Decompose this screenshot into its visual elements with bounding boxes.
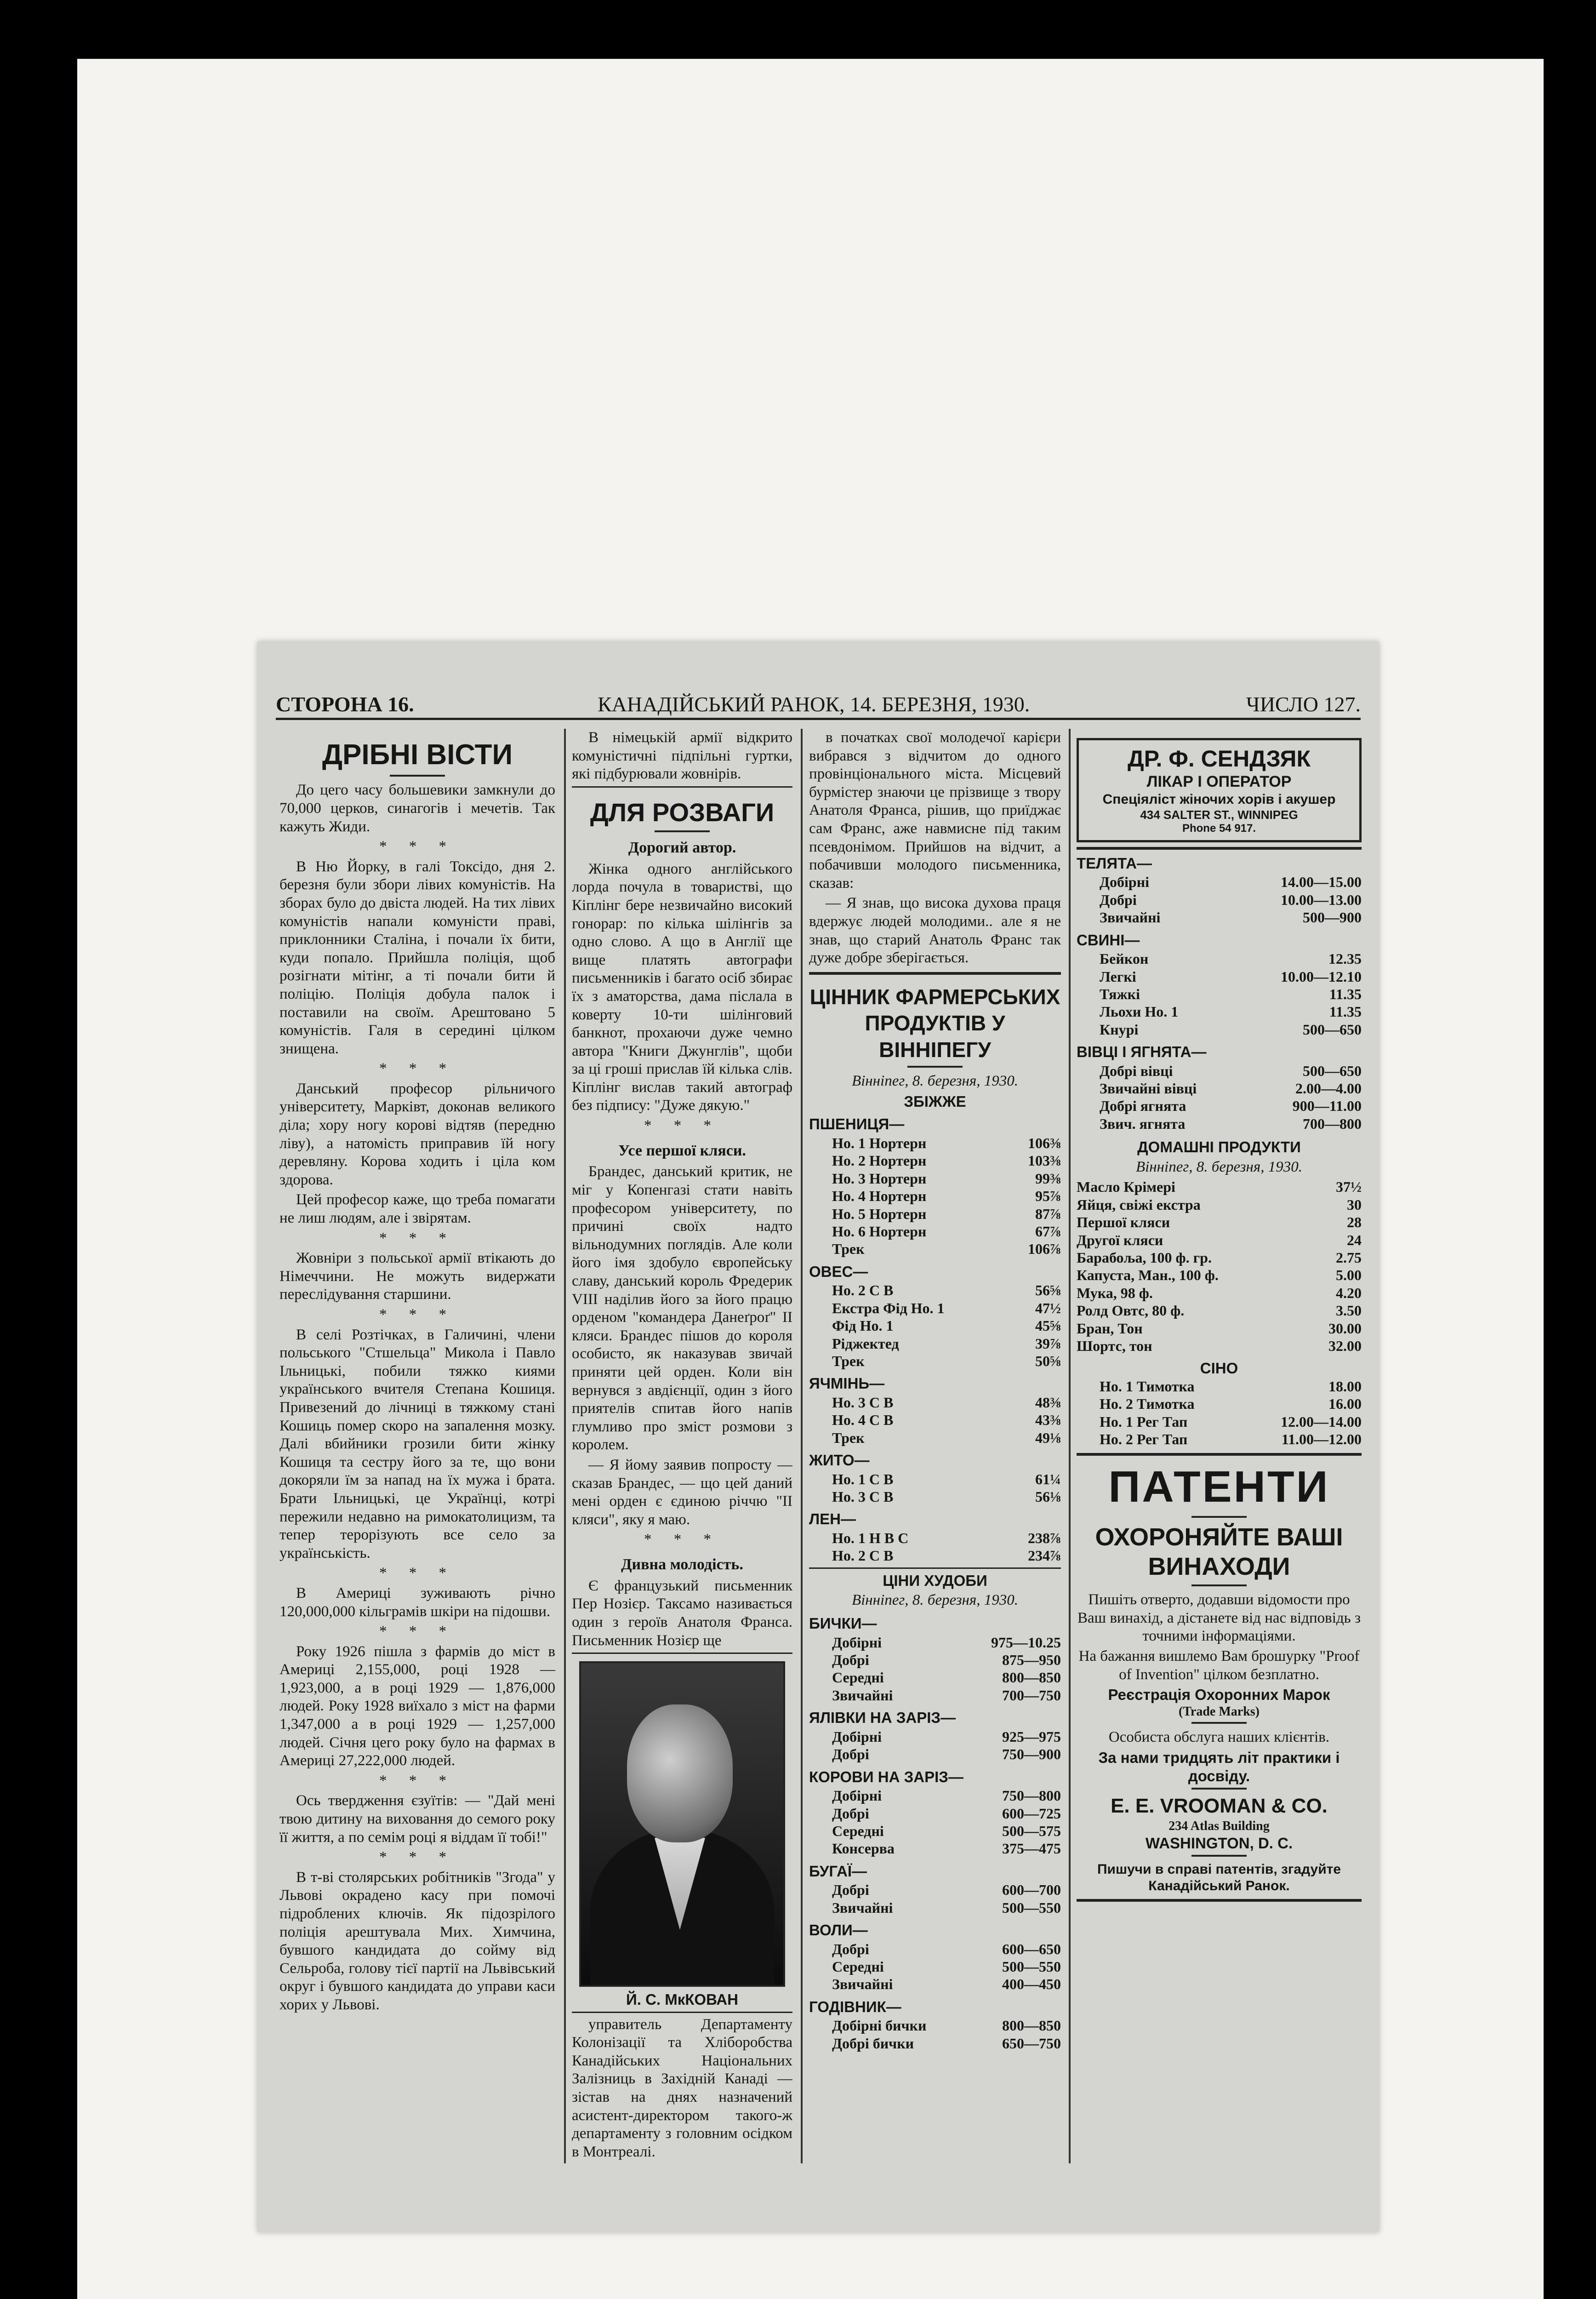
price-row: [809, 2017, 1061, 2034]
separator: * * *: [379, 1772, 456, 1789]
price-label: Добрі: [832, 1940, 869, 1957]
rule: [572, 786, 792, 788]
price-value: 750—800: [1002, 1787, 1061, 1804]
price-label: Другої кляси: [1077, 1231, 1163, 1248]
price-value: 400—450: [1002, 1976, 1061, 1993]
patent-text: Особиста обслуга наших клієнтів.: [1108, 1729, 1330, 1746]
price-section-title: БУГАЇ—: [809, 1862, 867, 1880]
price-label: Кнурі: [1100, 1021, 1139, 1038]
heading-rule: [1191, 1855, 1247, 1857]
price-label: Консерва: [832, 1840, 895, 1857]
story-text: Брандес, данський критик, не міг у Копенгазі стати навіть професором університету, по причині своїх надто вільнодумних поглядів. Але коли його імя здобуло європейську славу, данський король Фредерик VIII наділив його за його працю орденом "командера Данеґроґ" II кляси. Брандес пішов до короля особисто, як наказував звичай приняти цей орден. Коли він вернувся з авдієнції, один з його приятелів спитав його напів глумливо про зміст розмови з королем.: [572, 1163, 792, 1453]
separator: * * *: [379, 1060, 456, 1077]
price-value: 975—10.25: [991, 1634, 1061, 1651]
price-section-title: ЯЧМІНЬ—: [809, 1375, 885, 1392]
entertainment-heading: ДЛЯ РОЗВАГИ: [590, 797, 775, 827]
price-label: Середні: [832, 1958, 884, 1975]
price-row: [809, 1669, 1061, 1686]
price-value: 800—850: [1002, 1669, 1061, 1686]
column-rule: [801, 729, 803, 2163]
heading-rule: [1191, 1584, 1247, 1586]
price-label: Но. 2 Рег Тап: [1100, 1431, 1188, 1448]
news-item: Ось твердження єзуїтів: — "Дай мені твою дитину на виховання до семого року її життя, а по семім році я віддам її тобі!": [279, 1792, 555, 1846]
price-row: [809, 1745, 1061, 1763]
price-row: [1077, 1413, 1362, 1430]
price-section-title: ВІВЦІ І ЯГНЯТА—: [1077, 1043, 1207, 1061]
separator: * * *: [644, 1117, 720, 1134]
rule: [809, 972, 1061, 975]
price-label: Но. 2 С В: [832, 1547, 894, 1564]
price-row: [809, 1529, 1061, 1547]
price-label: Шортс, тон: [1077, 1337, 1152, 1354]
price-label: Ролд Овтс, 80 ф.: [1077, 1302, 1185, 1319]
price-label: Но. 4 Нортерн: [832, 1188, 927, 1205]
price-section-title: ТЕЛЯТА—: [1077, 854, 1152, 872]
price-value: 700—750: [1002, 1687, 1061, 1704]
price-label: Добрі вівці: [1100, 1062, 1173, 1079]
price-row: [1077, 950, 1362, 967]
price-value: 48⅜: [1035, 1394, 1061, 1411]
story-text: в початках свої молодечої карієри вибрався з відчитом до одного провінціонального міста. Місцевий бурмістер знаючи це прізвище з твору Анатоля Франса, рішив, що приїджає сам Франс, аже навмисне під таким псевдонімом. Прийшов на відчит, а побачивши молодого письменника, сказав:: [809, 729, 1061, 892]
hay-heading: СІНО: [1200, 1360, 1238, 1377]
price-value: 49⅛: [1035, 1429, 1061, 1446]
column-news: [279, 729, 555, 2173]
rule: [572, 1653, 792, 1654]
home-products-date: Вінніпег, 8. березня, 1930.: [1135, 1158, 1303, 1175]
doctor-ad: [1077, 738, 1362, 842]
price-label: Но. 4 С В: [832, 1412, 894, 1429]
price-label: Тяжкі: [1100, 985, 1140, 1002]
price-row: [1077, 1266, 1362, 1284]
price-label: Добрі: [832, 1746, 869, 1763]
price-row: [809, 2035, 1061, 2052]
price-value: 500—650: [1303, 1062, 1362, 1079]
news-item: Року 1926 пішла з фармів до міст в Америці 2,155,000, році 1928 — 1,923,000, а в році 1929 — 1,876,000 людей. Року 1928 виїхало з міст на фарми 1,347,000 а в році 1929 — 1,257,000 людей. Січня цего року було на фармах в Америці 27,222,000 людей.: [279, 1643, 555, 1769]
price-label: Но. 3 С В: [832, 1488, 894, 1505]
price-label: Легкі: [1100, 968, 1136, 985]
price-label: Но. 1 Нортерн: [832, 1135, 927, 1151]
heading-rule: [1191, 1516, 1247, 1518]
price-value: 30: [1347, 1196, 1362, 1213]
price-value: 56⅝: [1035, 1282, 1061, 1299]
price-value: 103⅜: [1028, 1152, 1061, 1169]
price-label: Фід Но. 1: [832, 1317, 894, 1334]
price-value: 87⅞: [1035, 1205, 1061, 1222]
price-value: 10.00—13.00: [1281, 891, 1362, 908]
price-row: [1077, 1231, 1362, 1249]
price-row: [809, 1687, 1061, 1704]
price-value: 2.75: [1336, 1249, 1362, 1266]
price-row: [1077, 1302, 1362, 1319]
price-row: [1077, 1284, 1362, 1302]
price-value: 4.20: [1336, 1284, 1362, 1301]
patent-title: ПАТЕНТИ: [1108, 1462, 1330, 1511]
separator: * * *: [379, 1849, 456, 1866]
price-label: Звичайні: [832, 1976, 893, 1993]
news-item: Цей професор каже, що треба помагати не лиш людям, але і звірятам.: [279, 1191, 555, 1227]
patent-subtitle: ОХОРОНЯЙТЕ ВАШІ ВИНАХОДИ: [1095, 1523, 1343, 1581]
price-row: [809, 1881, 1061, 1899]
price-value: 500—650: [1303, 1021, 1362, 1038]
price-value: 5.00: [1336, 1267, 1362, 1284]
price-label: Бейкон: [1100, 950, 1149, 967]
price-section-title: ОВЕС—: [809, 1263, 868, 1280]
price-value: 234⅞: [1028, 1547, 1061, 1564]
story-text: Жінка одного англійського лорда почула в товаристві, що Кіплінг бере незвичайно високий гонорар: по кілька шілінгів за одно слово. А що в Англії ще вище платять автографи письменників і багато осіб збирає їх з аматорства, дама післала в коверту 10-ти шілінговий банкнот, прохаючи дуже чемно автора "Книги Джунглів", щоби за ці гроші прислав їй кілька слів. Кіплінг вислав такий автограф без підпису: "Дуже дякую.": [572, 860, 792, 1114]
doctor-role: ЛІКАР І ОПЕРАТОР: [1146, 773, 1292, 790]
price-value: 39⅞: [1035, 1335, 1061, 1352]
news-item: В т-ві столярських робітників "Згода" у Львові окрадено касу при помочі підроблених ключів. Як підозрілого поліція арештувала Мих. Химчина, бувшого кандидата до сойму від Сельроба, голову тієї партії на Львівський округ і бувшого кандидата до управи каси хорих у Львові.: [279, 1869, 555, 2013]
price-value: 800—850: [1002, 2017, 1061, 2034]
price-row: [809, 1170, 1061, 1187]
price-row: [809, 1134, 1061, 1152]
price-label: Середні: [832, 1822, 884, 1839]
story-text: — Я знав, що висока духова праця вдержує людей молодими.. але я не знав, що старий Анатоль Франс так дуже добре зберігається.: [809, 895, 1061, 966]
price-row: [809, 1317, 1061, 1334]
price-value: 56⅛: [1035, 1488, 1061, 1505]
home-products: [1077, 1178, 1362, 1355]
price-row: [809, 1840, 1061, 1857]
price-label: Звичайні вівці: [1100, 1080, 1197, 1097]
price-value: 95⅞: [1035, 1188, 1061, 1205]
story-title: Усе першої кляси.: [618, 1142, 746, 1159]
price-row: [1077, 1213, 1362, 1231]
price-row: [1077, 1430, 1362, 1448]
livestock-prices: [1077, 854, 1362, 1132]
price-value: 24: [1347, 1231, 1362, 1248]
price-value: 500—900: [1303, 909, 1362, 926]
column-prices: [809, 729, 1061, 2173]
price-label: Добрі: [1100, 891, 1137, 908]
photo-caption: Й. С. МкКОВАН: [626, 1991, 738, 2008]
rule: [809, 1567, 1061, 1569]
price-value: 12.00—14.00: [1281, 1413, 1362, 1430]
story-text: — Я йому заявив попросту — сказав Брандес, — що цей даний мені орден є єдиною річчю "II кляси", яку я маю.: [572, 1456, 792, 1528]
news-item: В селі Розтічках, в Галичині, члени польського "Стшельца" Микола і Павло Ільницькі, побили тяжко киями українського вчителя Степана Кошиця. Привезений до лічниці в тяжкому стані Кошиць помер скоро на запалення мозку. Далі вбийники грозили бити жінку Кошиця та сестру його за те, що вони докоряли їм за напад на їх мужа і брата. Брати Ільницькі, це Українці, котрі пережили недавно на римокатолицизм, та тепер терорізують все село за українськість.: [279, 1326, 555, 1561]
price-value: 600—725: [1002, 1805, 1061, 1822]
patent-text: Пишіть отверто, додавши відомости про Ваш винахід, а дістанете від нас відповідь з точними інформаціями.: [1077, 1591, 1361, 1645]
price-value: 600—700: [1002, 1882, 1061, 1899]
price-row: [809, 1223, 1061, 1240]
heading-rule: [655, 830, 710, 832]
price-label: Капуста, Ман., 100 ф.: [1077, 1267, 1219, 1284]
price-value: 600—650: [1002, 1940, 1061, 1957]
price-label: Но. 1 Н В С: [832, 1530, 909, 1547]
price-label: Но. 1 Рег Тап: [1100, 1413, 1188, 1430]
price-row: [1077, 1337, 1362, 1355]
price-value: 925—975: [1002, 1728, 1061, 1745]
price-row: [809, 1488, 1061, 1505]
prices-heading: ЦІННИК ФАРМЕРСЬКИХ ПРОДУКТІВ У ВІННІПЕГУ: [809, 984, 1060, 1062]
price-section-title: КОРОВИ НА ЗАРІЗ—: [809, 1768, 963, 1785]
price-value: 2.00—4.00: [1295, 1080, 1362, 1097]
price-value: 30.00: [1328, 1320, 1362, 1337]
grain-heading: ЗБІЖЖЕ: [904, 1092, 966, 1110]
heading-rule: [1191, 1788, 1247, 1790]
price-label: Звичайні: [1100, 909, 1161, 926]
price-label: Звичайні: [832, 1899, 893, 1916]
firm-building: 234 Atlas Building: [1168, 1819, 1270, 1834]
story-title: Дорогий автор.: [628, 839, 736, 856]
rule: [1077, 847, 1362, 850]
news-item: В німецькій армії відкрито комуністичні підпільні гуртки, які підбурювали жовнірів.: [572, 729, 792, 783]
news-item: Жовніри з польської армії втікають до Німеччини. Не можуть видержати переслідування старшини.: [279, 1250, 555, 1303]
price-section-title: ЛЕН—: [809, 1510, 856, 1528]
patent-text: На бажання вишлемо Вам брошурку "Proof of Invention" цілком безплатно.: [1078, 1648, 1360, 1683]
price-value: 106⅜: [1028, 1135, 1061, 1151]
portrait-face: [627, 1704, 733, 1842]
doctor-specialty: Спеціяліст жіночих хорів і акушер: [1102, 791, 1336, 807]
price-value: 45⅝: [1035, 1317, 1061, 1334]
price-row: [809, 1299, 1061, 1317]
price-row: [809, 1335, 1061, 1352]
price-row: [1077, 1320, 1362, 1337]
price-label: Добірні: [832, 1787, 882, 1804]
price-label: Но. 3 С В: [832, 1394, 894, 1411]
rule: [572, 2012, 792, 2013]
price-value: 99⅜: [1035, 1170, 1061, 1187]
price-label: Трек: [832, 1241, 865, 1258]
price-section-title: БИЧКИ—: [809, 1614, 877, 1632]
price-value: 500—575: [1002, 1822, 1061, 1839]
price-row: [1077, 891, 1362, 909]
price-value: 106⅞: [1028, 1241, 1061, 1258]
price-value: 900—11.00: [1292, 1098, 1362, 1115]
prices-date: Вінніпег, 8. березня, 1930.: [851, 1073, 1019, 1090]
price-row: [809, 1281, 1061, 1299]
cattle-date: Вінніпег, 8. березня, 1930.: [851, 1592, 1019, 1609]
portrait-photo: [579, 1661, 785, 1987]
price-label: Масло Крімері: [1077, 1178, 1175, 1195]
price-value: 18.00: [1328, 1378, 1362, 1395]
price-label: Добрі: [832, 1805, 869, 1822]
price-label: Барабоља, 100 ф. гр.: [1077, 1249, 1212, 1266]
price-value: 32.00: [1328, 1337, 1362, 1354]
cattle-prices: [809, 1614, 1061, 2052]
masthead-date: КАНАДІЙСЬКИЙ РАНОК, 14. БЕРЕЗНЯ, 1930.: [598, 692, 1030, 716]
price-value: 650—750: [1002, 2035, 1061, 2052]
grain-prices: [809, 1115, 1061, 1564]
price-section-title: ЖИТО—: [809, 1452, 870, 1469]
price-label: Но. 2 С В: [832, 1282, 894, 1299]
price-value: 61¼: [1035, 1470, 1061, 1487]
price-value: 11.35: [1329, 1003, 1362, 1020]
price-label: Льохи Но. 1: [1100, 1003, 1179, 1020]
page-number: СТОРОНА 16.: [276, 692, 414, 716]
price-label: Но. 1 С В: [832, 1470, 894, 1487]
price-row: [1077, 1097, 1362, 1115]
trademark-line: Реєстрація Охоронних Марок: [1108, 1686, 1330, 1704]
price-label: Добрі бички: [832, 2035, 914, 2052]
story-title: Дивна молодість.: [621, 1556, 743, 1573]
price-section-title: ПШЕНИЦЯ—: [809, 1115, 905, 1133]
price-value: 375—475: [1002, 1840, 1061, 1857]
rule: [1077, 1899, 1362, 1902]
price-value: 10.00—12.10: [1281, 968, 1362, 985]
price-value: 700—800: [1303, 1115, 1362, 1132]
price-row: [809, 1352, 1061, 1370]
home-products-heading: ДОМАШНІ ПРОДУКТИ: [1137, 1138, 1301, 1156]
price-row: [809, 1787, 1061, 1804]
price-row: [1077, 985, 1362, 1003]
trademark-en: (Trade Marks): [1179, 1704, 1260, 1719]
doctor-address: 434 SALTER ST., WINNIPEG: [1140, 807, 1298, 822]
price-value: 28: [1347, 1214, 1362, 1231]
price-label: Добірні: [832, 1634, 882, 1651]
price-row: [1077, 1178, 1362, 1195]
price-label: Но. 1 Тимотка: [1100, 1378, 1195, 1395]
story-text: Є французький письменник Пер Нозієр. Таксамо називається один з героїв Анатоля Франса. Письменник Нозієр ще: [572, 1577, 792, 1649]
price-label: Бран, Тон: [1077, 1320, 1143, 1337]
price-value: 37½: [1336, 1178, 1362, 1195]
price-label: Добрі: [832, 1651, 869, 1668]
price-value: 3.50: [1336, 1302, 1362, 1319]
newspaper-page: [257, 641, 1379, 2232]
price-label: Добірні: [1100, 874, 1150, 891]
price-row: [809, 1470, 1061, 1488]
news-item: В Америці зуживають річно 120,000,000 кільграмів шкіри на підошви.: [279, 1584, 555, 1620]
separator: * * *: [379, 1565, 456, 1582]
column-entertainment: [572, 729, 792, 2173]
price-label: Трек: [832, 1429, 865, 1446]
separator: * * *: [379, 1623, 456, 1640]
price-label: Екстра Фід Но. 1: [832, 1299, 945, 1316]
heading-rule: [1191, 1722, 1247, 1724]
price-row: [809, 1152, 1061, 1169]
price-value: 238⅞: [1028, 1530, 1061, 1547]
news-item: Данський професор рільничого університету, Марківт, доконав великого діла; хору ногу корові відтяв (передню ліву), а натомість приправив їй ногу деревляну. Корова ходить і ціла ком здорова.: [279, 1080, 555, 1188]
price-value: 16.00: [1328, 1395, 1362, 1413]
price-row: [1077, 1080, 1362, 1097]
price-value: 47½: [1035, 1299, 1061, 1316]
price-value: 11.00—12.00: [1281, 1431, 1362, 1448]
price-section-title: ВОЛИ—: [809, 1922, 868, 1939]
price-row: [809, 1411, 1061, 1429]
price-section-title: ГОДІВНИК—: [809, 1998, 901, 2015]
price-row: [1077, 873, 1362, 891]
price-row: [809, 1651, 1061, 1669]
price-value: 12.35: [1328, 950, 1362, 967]
hay-prices: [1077, 1378, 1362, 1448]
price-label: Но. 2 Нортерн: [832, 1152, 927, 1169]
price-value: 67⅞: [1035, 1223, 1061, 1240]
price-row: [809, 1899, 1061, 1916]
price-row: [1077, 1021, 1362, 1038]
price-label: Но. 5 Нортерн: [832, 1205, 927, 1222]
experience-line: За нами тридцять літ практики і досвіду.: [1098, 1749, 1340, 1784]
price-label: Добірні: [832, 1728, 882, 1745]
rule: [1077, 1453, 1362, 1456]
separator: * * *: [379, 1306, 456, 1323]
price-section-title: ЯЛІВКИ НА ЗАРІЗ—: [809, 1709, 956, 1727]
price-value: 875—950: [1002, 1651, 1061, 1668]
separator: * * *: [644, 1531, 720, 1548]
price-value: 43⅜: [1035, 1412, 1061, 1429]
price-label: Першої кляси: [1077, 1214, 1170, 1231]
price-value: 750—900: [1002, 1746, 1061, 1763]
price-section-title: СВИНІ—: [1077, 931, 1140, 949]
price-row: [809, 1805, 1061, 1822]
price-value: 50⅝: [1035, 1352, 1061, 1369]
separator: * * *: [379, 838, 456, 855]
price-row: [809, 1728, 1061, 1745]
price-value: 14.00—15.00: [1281, 874, 1362, 891]
price-row: [809, 1429, 1061, 1447]
price-row: [809, 1634, 1061, 1651]
price-row: [809, 1394, 1061, 1411]
price-row: [809, 1240, 1061, 1258]
price-label: Звич. ягнята: [1100, 1115, 1186, 1132]
price-row: [809, 1187, 1061, 1205]
price-row: [809, 1940, 1061, 1958]
price-label: Добрі: [832, 1882, 869, 1899]
price-row: [1077, 1395, 1362, 1413]
news-item: До цего часу большевики замкнули до 70,000 церков, синагогів і мечетів. Так кажуть Жиди.: [279, 782, 555, 835]
price-row: [809, 1975, 1061, 1993]
column-ads: [1077, 729, 1362, 2173]
caption-text: управитель Департаменту Колонізації та Хліборобства Канадійських Національних Залізниць в Західній Канаді — зістав на днях назначений асистент-директором такого-ж департаменту з головним осідком в Монтреалі.: [572, 2016, 792, 2160]
price-row: [809, 1958, 1061, 1975]
price-row: [809, 1547, 1061, 1564]
price-value: 11.35: [1329, 985, 1362, 1002]
ad-note: Пишучи в справі патентів, згадуйте Канадійський Ранок.: [1097, 1862, 1341, 1894]
price-label: Добірні бички: [832, 2017, 927, 2034]
price-row: [1077, 1196, 1362, 1213]
price-label: Середні: [832, 1669, 884, 1686]
cattle-heading: ЦІНИ ХУДОБИ: [883, 1572, 987, 1589]
heading-rule: [390, 775, 445, 777]
price-row: [809, 1205, 1061, 1223]
price-label: Добрі ягнята: [1100, 1098, 1186, 1115]
price-value: 500—550: [1002, 1958, 1061, 1975]
price-row: [1077, 909, 1362, 926]
header-rule: [276, 718, 1361, 720]
news-heading: ДРІБНІ ВІСТИ: [322, 739, 513, 771]
price-value: 500—550: [1002, 1899, 1061, 1916]
firm-name: E. E. VROOMAN & CO.: [1111, 1795, 1328, 1818]
price-label: Яйця, свіжі екстра: [1077, 1196, 1201, 1213]
price-label: Трек: [832, 1352, 865, 1369]
column-rule: [564, 729, 566, 2163]
news-item: В Ню Йорку, в галі Токсідо, дня 2. березня були збори лівих комуністів. На зборах було до двіста людей. На тих лівих комуністів напали комуністи праві, приклонники Сталіна, і почали їх бити, куди попало. Прийшла поліція, щоб розігнати мітінг, а ті почали бити й поліцію. Поліція добула палок і поставили на своїм. Арештовано 5 комуністів. Галя в середині цілком знищена.: [279, 858, 555, 1057]
doctor-phone: Phone 54 917.: [1182, 822, 1256, 835]
issue-number: ЧИСЛО 127.: [1246, 692, 1361, 716]
separator: * * *: [379, 1230, 456, 1247]
column-rule: [1069, 729, 1071, 2163]
price-label: Звичайні: [832, 1687, 893, 1704]
price-row: [1077, 1115, 1362, 1132]
price-label: Но. 3 Нортерн: [832, 1170, 927, 1187]
price-row: [1077, 1378, 1362, 1395]
price-label: Мука, 98 ф.: [1077, 1284, 1153, 1301]
doctor-name: ДР. Ф. СЕНДЗЯК: [1127, 746, 1311, 772]
price-row: [809, 1822, 1061, 1840]
price-row: [1077, 1003, 1362, 1020]
price-label: Ріджектед: [832, 1335, 899, 1352]
price-row: [1077, 1249, 1362, 1266]
price-row: [1077, 1062, 1362, 1080]
price-row: [1077, 968, 1362, 985]
patent-ad: [1077, 1460, 1362, 1902]
price-label: Но. 6 Нортерн: [832, 1223, 927, 1240]
firm-city: WASHINGTON, D. C.: [1145, 1834, 1293, 1852]
heading-rule: [907, 1066, 963, 1068]
price-label: Но. 2 Тимотка: [1100, 1395, 1195, 1413]
